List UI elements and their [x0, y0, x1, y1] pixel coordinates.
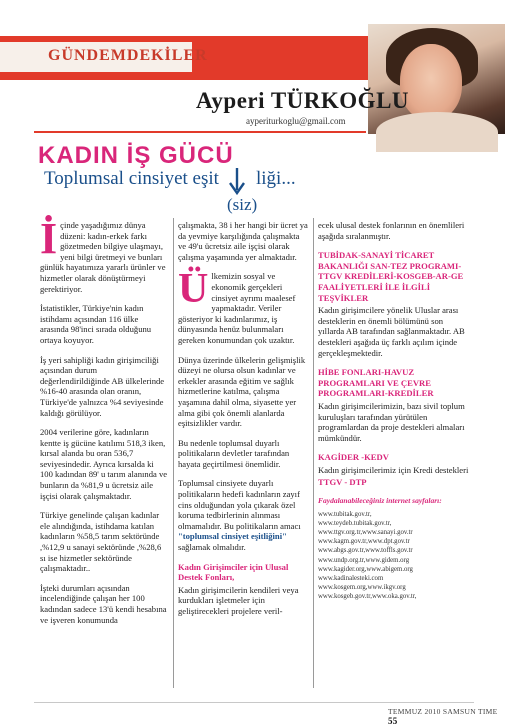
article-title: KADIN İŞ GÜCÜ	[38, 142, 234, 169]
paragraph	[178, 266, 308, 345]
column-3	[318, 220, 470, 602]
subheading: TUBİDAK-SANAYİ TİCARET BAKANLIĞI SAN-TEZ PROGRAMI-TTGV KREDİLERİ-KOSGEB-AR-GE FAALİYETLERİ İLE İLGİLİ TEŞVİKLER	[318, 250, 464, 303]
footer-rule	[34, 702, 474, 703]
paragraph: İstatistikler, Türkiye'nin kadın istihdamı açısından 116 ülke arasında 98'inci sırada olduğunu ortaya koyuyor.	[40, 303, 152, 345]
article-subtitle-start: Toplumsal cinsiyet eşit	[44, 168, 219, 189]
link-item[interactable]: www.abgs.gov.tr,www.toffls.gov.tr	[318, 547, 413, 555]
paragraph: ecek ulusal destek fonlarının en önemlileri aşağıda sıralanmıştır.	[318, 220, 465, 241]
paragraph	[40, 214, 168, 294]
paragraph: Kadın girişimcilere yönelik Uluslar arası desteklerin en önemli bölümünü son yıllarda AB tarafından sağlanmaktadır. AB destekleri aşağıda üç farklı açılım içinde gerçekleşmektedir.	[318, 305, 465, 358]
subheading: KAGİDER -KEDV	[318, 452, 389, 463]
paragraph: Kadın girişimcilerin kendileri veya kurdukları işletmeler için geliştirecekleri projelere veril-	[178, 584, 299, 616]
page-number: 55	[388, 716, 398, 726]
drop-cap: İ	[40, 214, 58, 263]
link-item[interactable]: www.undp.org.tr,www.gidem.org	[318, 556, 410, 564]
column-divider	[173, 218, 174, 688]
link-item[interactable]: www.kadinalesteki.com	[318, 575, 384, 583]
column-divider	[313, 218, 314, 688]
subheading: Kadın Girişimciler için Ulusal Destek Fonları,	[178, 561, 289, 583]
link-item[interactable]: www.kagider.org,www.abigem.org	[318, 565, 413, 573]
drop-cap: Ü	[178, 266, 209, 313]
down-arrow-icon	[228, 166, 246, 196]
paragraph: çalışmakta, 38 i her hangi bir ücret ya da yevmiye karşılığında çalışmakta ve 49'u ücretsiz aile işçisi olarak çalışma yaşamında yer almaktadır.	[178, 220, 308, 262]
article-subtitle-end: liği...	[256, 168, 296, 189]
paragraph: İş yeri sahipliği kadın girişimciliği açısından durum değerlendirildiğinde AB ülkelerinde %16-40 arasında olan oranın, Türkiye'de yalnızca %4 seviyesinde kaldığı görülüyor.	[40, 354, 165, 418]
paragraph	[178, 478, 308, 552]
paragraph-text: Toplumsal cinsiyete duyarlı politikaların hedefi kadınların zayıf cins olduğundan yola çıkarak özel koruma tedbirlerinin alınması olmamalıdır. Bu politikaların amacı	[178, 478, 301, 531]
links-list	[318, 510, 470, 602]
author-photo-shoulder	[376, 112, 498, 152]
footer-issue: TEMMUZ 2010 SAMSUN TIME	[388, 707, 498, 716]
paragraph-text: lkemizin sosyal ve ekonomik gerçekleri cinsiyet ayrımı maalesef yapmaktadır. Veriler gösteriyor ki kadınlarımız, iş dünyasında henüz bulunmaları gereken konumundan çok uzaktır.	[178, 271, 296, 345]
subheading: TTGV - DTP	[318, 477, 367, 488]
link-item[interactable]: www.tubitak.gov.tr,	[318, 510, 372, 518]
author-photo-face	[400, 44, 462, 120]
paragraph: Dünya üzerinde ülkelerin gelişmişlik düzeyi ne olursa olsun kadınlar ve erkekler arasında eğitim ve sağlık hizmetlerine katılma, çalışma yaşamına dahil olma, siyasette yer alma gibi çok önemli alanlarda eşitsizlikler vardır.	[178, 354, 306, 429]
link-item[interactable]: www.ttgv.org.tr,www.sanayi.gov.tr	[318, 529, 413, 537]
subheading: HİBE FONLARI-HAVUZ PROGRAMLARI VE ÇEVRE PROGRAMLARI-KREDİLER	[318, 367, 434, 399]
paragraph: Bu nedenle toplumsal duyarlı politikaların devletler tarafından hayata geçirtilmesi önemlidir.	[178, 437, 290, 469]
paragraph: Kadın girişimcilerimiz için Kredi destekleri	[318, 464, 469, 475]
emphasis-text: "toplumsal cinsiyet eşitliğini"	[178, 531, 287, 542]
links-title: Faydalanabileceğiniz internet sayfaları:	[318, 496, 442, 506]
column-1	[40, 214, 168, 634]
header-rule	[34, 131, 366, 133]
author-photo	[368, 24, 505, 134]
paragraph: 2004 verilerine göre, kadınların kentte iş gücüne katılımı 518,3 iken, kırsal alanda bu oran 536,7 seviyesindedir. Ayrıca kırsalda ki 100 kadından 89' u tarım alanında ve bunların da %81,9 u ücretsiz aile işçisi olarak çalışmaktadır.	[40, 427, 168, 501]
inserted-word: (siz)	[227, 195, 258, 214]
paragraph-text: sağlamak olmalıdır.	[178, 542, 246, 553]
paragraph: Kadın girişimcilerimizin, bazı sivil toplum kuruluşları tarafından yürütülen programlardan da proje destekleri almaları mümkündür.	[318, 400, 465, 443]
paragraph: Türkiye genelinde çalışan kadınlar ele alındığında, istihdama katılan kadınların %58,5 tarım sektöründe ,%12,9 u sanayi sektöründe ,%28,6 sı ise hizmetler sektöründe çalışmaktadır..	[40, 510, 162, 574]
link-item[interactable]: www.teydeb.tubitak.gov.tr,	[318, 519, 392, 527]
author-name: Ayperi TÜRKOĞLU	[196, 88, 410, 113]
section-label: GÜNDEMDEKİLER	[48, 47, 208, 64]
author-email: ayperiturkoglu@gmail.com	[246, 116, 346, 126]
paragraph-text: çinde yaşadığımız dünya düzeni: kadın-erkek farkı gözetmeden bilgiye ulaşmayı, yeni bilgi üretmeyi ve bunları günlük hayatımıza yararlı ürünler ve hizmetler olarak dönüştürmeyi gerektiriyor.	[40, 220, 166, 294]
column-2	[178, 220, 308, 626]
paragraph: İşteki durumları açısından incelendiğinde çalışan her 100 kadından sadece 13'ü kendi hesabına ve işveren konumunda	[40, 582, 167, 625]
page-footer	[388, 707, 505, 726]
link-item[interactable]: www.kosgem.org,www.ikgv.org	[318, 584, 406, 592]
link-item[interactable]: www.kagm.gov.tr,www.dpt.gov.tr	[318, 538, 410, 546]
link-item[interactable]: www.kosgeb.gov.tr,www.oka.gov.tr,	[318, 593, 417, 601]
